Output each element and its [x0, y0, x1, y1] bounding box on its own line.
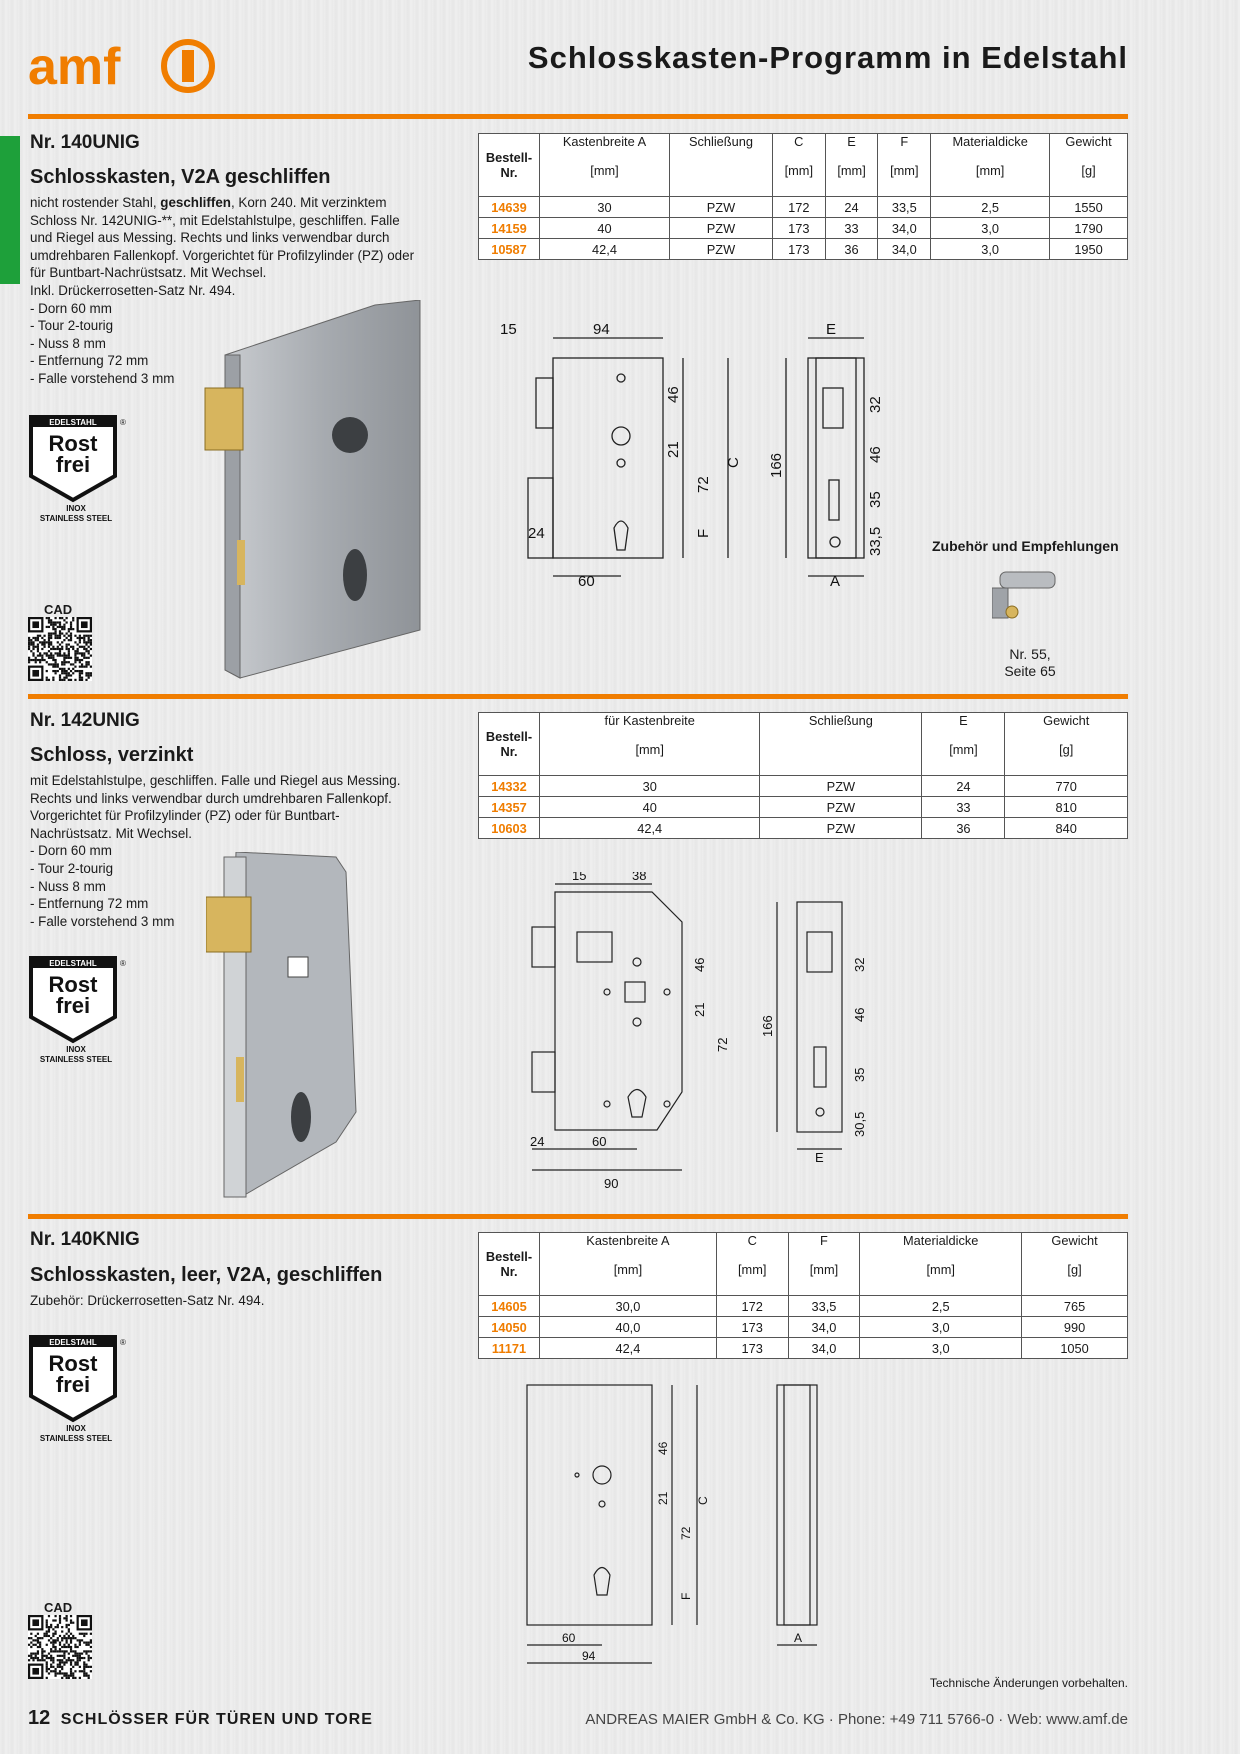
product-subtitle: Schlosskasten, leer, V2A, geschliffen [30, 1264, 383, 1286]
svg-text:94: 94 [593, 321, 610, 338]
section-marker [0, 136, 20, 284]
table-header: Materialdicke [mm] [860, 1233, 1022, 1296]
footer-section: SCHLÖSSER FÜR TÜREN UND TORE [60, 1711, 373, 1728]
table-cell: 42,4 [540, 239, 670, 260]
table-cell: 173 [716, 1317, 788, 1338]
order-number[interactable]: 14159 [479, 218, 540, 239]
table-cell: 770 [1005, 776, 1128, 797]
svg-text:A: A [794, 1631, 803, 1645]
svg-text:60: 60 [592, 1134, 607, 1149]
svg-text:46: 46 [692, 957, 707, 972]
svg-text:21: 21 [656, 1491, 670, 1505]
svg-text:Rost: Rost [48, 431, 98, 456]
description-line: - Tour 2-tourig [30, 860, 114, 876]
svg-text:F: F [679, 1592, 693, 1600]
svg-text:32: 32 [867, 396, 884, 413]
order-number[interactable]: 14639 [479, 197, 540, 218]
table-cell: PZW [670, 218, 773, 239]
table-cell: 173 [772, 239, 825, 260]
table-header: Schließung [760, 713, 922, 776]
table-cell: 34,0 [878, 218, 931, 239]
table-cell: PZW [760, 797, 922, 818]
technical-drawing-140knig [512, 1380, 852, 1670]
description-line: - Dorn 60 mm [30, 843, 112, 859]
table-cell: 42,4 [540, 818, 760, 839]
svg-text:94: 94 [582, 1649, 596, 1663]
table-cell: 1790 [1050, 218, 1128, 239]
cad-label: CAD [44, 1600, 73, 1615]
table-header: Schließung [670, 134, 773, 197]
order-number[interactable]: 11171 [479, 1338, 540, 1359]
order-number[interactable]: 10587 [479, 239, 540, 260]
product-number: Nr. 140UNIG [30, 132, 140, 153]
svg-text:166: 166 [768, 452, 785, 478]
table-row [479, 797, 1128, 818]
table-cell: 810 [1005, 797, 1128, 818]
table-header: Bestell-Nr. [479, 134, 540, 197]
description-line: - Falle vorstehend 3 mm [30, 370, 175, 386]
table-cell: 3,0 [860, 1338, 1022, 1359]
accessories-caption-1: Nr. 55, [1009, 646, 1051, 662]
description-line: mit Edelstahlstulpe, geschliffen. Falle und Riegel aus Messing. [30, 773, 401, 788]
table-cell: 2,5 [931, 197, 1050, 218]
description-line: für Buntbart-Nachrüstsatz. Mit Wechsel. [30, 265, 267, 281]
lock-case-photo [200, 300, 425, 680]
description-line: nicht rostender Stahl, geschliffen, Korn 240. Mit verzinktem [30, 195, 387, 210]
table-cell: 40 [540, 797, 760, 818]
svg-text:46: 46 [852, 1007, 867, 1022]
product-description [30, 1292, 450, 1310]
technical-drawing-142unig [512, 872, 912, 1192]
svg-text:46: 46 [665, 386, 682, 403]
svg-text:C: C [696, 1496, 710, 1505]
table-header: für Kastenbreite [mm] [540, 713, 760, 776]
svg-text:15: 15 [500, 321, 517, 338]
svg-text:®: ® [120, 959, 126, 968]
table-cell: 36 [922, 818, 1005, 839]
svg-text:E: E [815, 1150, 824, 1165]
technical-note: Technische Änderungen vorbehalten. [929, 1676, 1128, 1690]
description-line: und Riegel aus Messing. Rechts und links verwendbar durch [30, 230, 390, 246]
page-number: 12 [28, 1707, 51, 1729]
table-header: Gewicht [g] [1022, 1233, 1128, 1296]
svg-text:72: 72 [695, 476, 712, 493]
table-header: Kastenbreite A [mm] [540, 1233, 717, 1296]
svg-text:38: 38 [632, 872, 647, 883]
table-cell: 840 [1005, 818, 1128, 839]
table-cell: 36 [825, 239, 878, 260]
svg-text:frei: frei [55, 452, 91, 477]
divider-top [28, 114, 1128, 119]
description-line: - Nuss 8 mm [30, 335, 106, 351]
description-line: umdrehbaren Fallenkopf. Vorgerichtet für Profilzylinder (PZ) oder [30, 247, 415, 263]
table-cell: 30,0 [540, 1296, 717, 1317]
svg-text:15: 15 [572, 872, 587, 883]
order-number[interactable]: 14357 [479, 797, 540, 818]
cad-qr-code[interactable] [28, 1615, 92, 1679]
svg-text:STAINLESS STEEL: STAINLESS STEEL [39, 1434, 113, 1443]
table-header: E [mm] [825, 134, 878, 197]
spec-table [478, 1232, 1128, 1359]
table-cell: 990 [1022, 1317, 1128, 1338]
svg-text:72: 72 [679, 1526, 693, 1540]
table-row [479, 197, 1128, 218]
table-row [479, 1338, 1128, 1359]
table-header: Bestell-Nr. [479, 713, 540, 776]
product-number: Nr. 142UNIG [30, 710, 140, 731]
svg-text:35: 35 [867, 491, 884, 508]
order-number[interactable]: 14605 [479, 1296, 540, 1317]
svg-text:33,5: 33,5 [867, 526, 884, 556]
svg-text:INOX: INOX [66, 1045, 86, 1054]
svg-text:90: 90 [604, 1176, 619, 1191]
table-cell: 33,5 [788, 1296, 860, 1317]
table-cell: 34,0 [878, 239, 931, 260]
table-header: Materialdicke [mm] [931, 134, 1050, 197]
table-header: Bestell-Nr. [479, 1233, 540, 1296]
table-cell: PZW [670, 197, 773, 218]
table-row [479, 1296, 1128, 1317]
svg-text:A: A [830, 573, 841, 588]
svg-text:INOX: INOX [66, 1424, 86, 1433]
table-header: F [mm] [878, 134, 931, 197]
amf-logo [28, 36, 218, 96]
table-cell: 3,0 [931, 239, 1050, 260]
divider-section-2 [28, 694, 1128, 699]
table-cell: 42,4 [540, 1338, 717, 1359]
table-row [479, 1317, 1128, 1338]
product-subtitle: Schloss, verzinkt [30, 744, 194, 766]
description-line: - Entfernung 72 mm [30, 353, 149, 369]
svg-text:24: 24 [530, 1134, 545, 1149]
description-line: - Dorn 60 mm [30, 300, 112, 316]
table-header: Gewicht [g] [1005, 713, 1128, 776]
svg-text:72: 72 [715, 1037, 730, 1052]
svg-text:Rost: Rost [48, 1351, 98, 1376]
svg-text:INOX: INOX [66, 504, 86, 513]
accessories-title: Zubehör und Empfehlungen [932, 538, 1119, 554]
svg-text:21: 21 [692, 1002, 707, 1017]
svg-text:EDELSTAHL: EDELSTAHL [49, 1338, 97, 1347]
rostfrei-badge [28, 414, 128, 524]
svg-text:F: F [695, 528, 712, 538]
table-cell: 34,0 [788, 1317, 860, 1338]
table-cell: 24 [825, 197, 878, 218]
table-cell: 33 [922, 797, 1005, 818]
svg-text:21: 21 [665, 441, 682, 458]
svg-text:35: 35 [852, 1067, 867, 1082]
svg-text:STAINLESS STEEL: STAINLESS STEEL [39, 514, 113, 523]
svg-text:Rost: Rost [48, 972, 98, 997]
svg-text:®: ® [120, 418, 126, 427]
table-cell: 1950 [1050, 239, 1128, 260]
table-cell: 30 [540, 197, 670, 218]
spec-table [478, 712, 1128, 839]
table-cell: 33 [825, 218, 878, 239]
table-row [479, 218, 1128, 239]
divider-section-3 [28, 1214, 1128, 1219]
cad-label: CAD [44, 602, 73, 617]
table-header: Gewicht [g] [1050, 134, 1128, 197]
spec-table [478, 133, 1128, 260]
cad-qr-code[interactable] [28, 617, 92, 681]
order-number[interactable]: 10603 [479, 818, 540, 839]
table-cell: 24 [922, 776, 1005, 797]
svg-text:24: 24 [528, 525, 545, 542]
table-cell: 3,0 [931, 218, 1050, 239]
table-row [479, 776, 1128, 797]
table-cell: 173 [772, 218, 825, 239]
table-cell: 765 [1022, 1296, 1128, 1317]
footer-left [28, 1707, 373, 1730]
svg-text:32: 32 [852, 957, 867, 972]
accessories-caption-2: Seite 65 [1004, 663, 1056, 679]
table-cell: 34,0 [788, 1338, 860, 1359]
svg-text:E: E [826, 321, 837, 338]
page-title: Schlosskasten-Programm in Edelstahl [527, 40, 1128, 75]
description-line: - Falle vorstehend 3 mm [30, 913, 175, 929]
table-cell: PZW [760, 776, 922, 797]
svg-text:C: C [725, 457, 742, 468]
lock-photo [206, 852, 386, 1202]
table-header: C [mm] [772, 134, 825, 197]
table-cell: 30 [540, 776, 760, 797]
table-cell: 2,5 [860, 1296, 1022, 1317]
svg-text:46: 46 [867, 446, 884, 463]
technical-drawing-140unig [498, 318, 898, 588]
table-cell: 1550 [1050, 197, 1128, 218]
description-line: - Entfernung 72 mm [30, 896, 149, 912]
svg-text:EDELSTAHL: EDELSTAHL [49, 959, 97, 968]
svg-text:30,5: 30,5 [852, 1111, 867, 1137]
svg-text:46: 46 [656, 1441, 670, 1455]
order-number[interactable]: 14332 [479, 776, 540, 797]
svg-text:frei: frei [55, 1372, 91, 1397]
table-cell: 3,0 [860, 1317, 1022, 1338]
description-line: Zubehör: Drückerrosetten-Satz Nr. 494. [30, 1293, 265, 1308]
table-cell: 173 [716, 1338, 788, 1359]
description-line: Rechts und links verwendbar durch umdrehbaren Fallenkopf. [30, 790, 392, 806]
description-line: - Tour 2-tourig [30, 318, 114, 334]
product-number: Nr. 140KNIG [30, 1229, 140, 1250]
description-line: Inkl. Drückerrosetten-Satz Nr. 494. [30, 282, 236, 298]
svg-text:STAINLESS STEEL: STAINLESS STEEL [39, 1055, 113, 1064]
table-cell: 33,5 [878, 197, 931, 218]
svg-text:60: 60 [562, 1631, 576, 1645]
footer-company: ANDREAS MAIER GmbH & Co. KG · Phone: +49 711 5766-0 · Web: www.amf.de [585, 1711, 1128, 1728]
description-line: - Nuss 8 mm [30, 878, 106, 894]
table-cell: 40 [540, 218, 670, 239]
table-cell: 40,0 [540, 1317, 717, 1338]
table-header: C [mm] [716, 1233, 788, 1296]
table-header: E [mm] [922, 713, 1005, 776]
product-subtitle: Schlosskasten, V2A geschliffen [30, 166, 331, 188]
rostfrei-badge [28, 955, 128, 1065]
description-line: Vorgerichtet für Profilzylinder (PZ) oder für Buntbart- [30, 808, 340, 824]
table-row [479, 239, 1128, 260]
description-line: Schloss Nr. 142UNIG-**, mit Edelstahlstulpe, geschliffen. Falle [30, 212, 400, 228]
table-cell: 172 [716, 1296, 788, 1317]
table-header: F [mm] [788, 1233, 860, 1296]
profile-cylinder-image [992, 562, 1062, 624]
svg-text:166: 166 [760, 1015, 775, 1037]
rostfrei-badge [28, 1334, 128, 1444]
table-cell: PZW [670, 239, 773, 260]
table-cell: 1050 [1022, 1338, 1128, 1359]
logo-text: amf [28, 38, 121, 96]
svg-text:frei: frei [55, 993, 91, 1018]
order-number[interactable]: 14050 [479, 1317, 540, 1338]
svg-text:60: 60 [578, 573, 595, 588]
svg-text:EDELSTAHL: EDELSTAHL [49, 418, 97, 427]
table-cell: 172 [772, 197, 825, 218]
table-header: Kastenbreite A [mm] [540, 134, 670, 197]
table-cell: PZW [760, 818, 922, 839]
description-line: Nachrüstsatz. Mit Wechsel. [30, 825, 192, 841]
svg-text:®: ® [120, 1338, 126, 1347]
table-row [479, 818, 1128, 839]
